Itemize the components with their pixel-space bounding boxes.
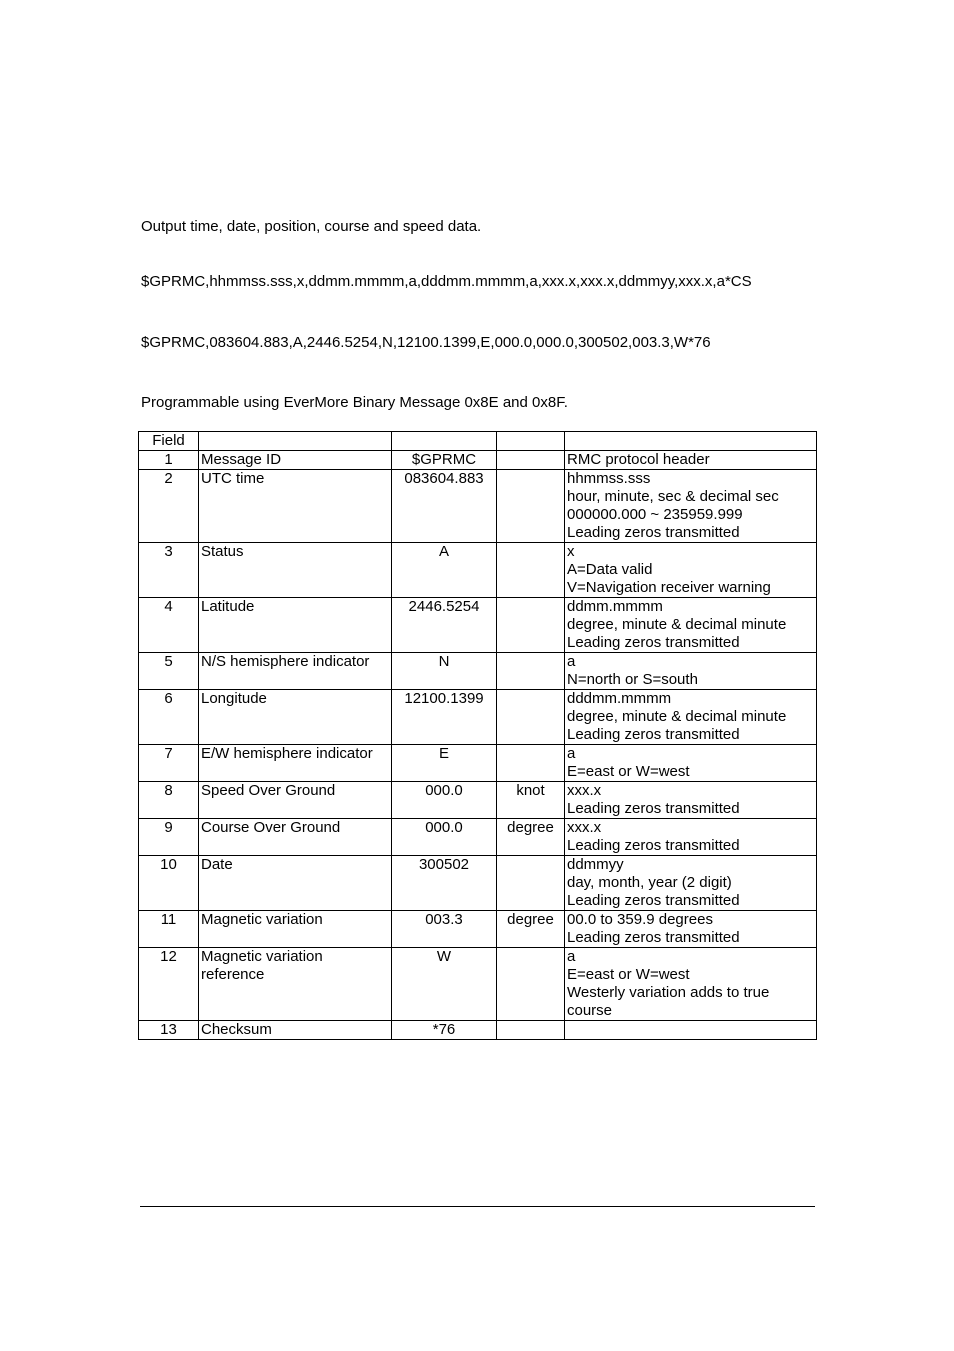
field-description-cell [565,782,817,819]
field-unit-cell: knot [497,782,565,819]
field-example-cell: 003.3 [392,911,497,948]
message-example: $GPRMC,083604.883,A,2446.5254,N,12100.1399,E,000.0,000.0,300502,003.3,W*76 [141,334,711,351]
field-description-cell [565,543,817,598]
table-row [139,451,817,470]
field-example-cell: 2446.5254 [392,598,497,653]
description-line [567,1021,814,1039]
description-line: a [567,653,576,670]
field-name-cell: Longitude [199,690,392,745]
description-line: E=east or W=west [567,966,690,983]
field-name-cell: Magnetic variation reference [199,948,392,1021]
field-name-cell: E/W hemisphere indicator [199,745,392,782]
description-line: RMC protocol header [567,451,710,468]
field-unit-cell [497,543,565,598]
description-line: Leading zeros transmitted [567,837,740,854]
field-name-cell: Course Over Ground [199,819,392,856]
field-example-cell: 300502 [392,856,497,911]
field-example-cell: 000.0 [392,819,497,856]
header-unit [497,432,565,451]
table-row [139,653,817,690]
description-line: 000000.000 ~ 235959.999 [567,506,743,523]
header-name [199,432,392,451]
field-name-cell: Speed Over Ground [199,782,392,819]
field-unit-cell [497,653,565,690]
description-line: 00.0 to 359.9 degrees [567,911,713,928]
field-unit-cell [497,948,565,1021]
field-name-cell: Latitude [199,598,392,653]
description-line: ddmmyy [567,856,624,873]
description-line: V=Navigation receiver warning [567,579,771,596]
field-unit-cell [497,598,565,653]
table-row [139,543,817,598]
field-description-cell [565,653,817,690]
footer-divider [140,1206,815,1207]
field-number-cell: 12 [139,948,199,1021]
description-line: hhmmss.sss [567,470,651,487]
field-number-cell: 3 [139,543,199,598]
field-unit-cell [497,856,565,911]
table-row [139,690,817,745]
message-config-note: Programmable using EverMore Binary Message 0x8E and 0x8F. [141,394,568,411]
description-line: ddmm.mmmm [567,598,663,615]
description-line: Leading zeros transmitted [567,929,740,946]
field-name-cell: Date [199,856,392,911]
field-number-cell: 10 [139,856,199,911]
message-format: $GPRMC,hhmmss.sss,x,ddmm.mmmm,a,dddmm.mmmm,a,xxx.x,xxx.x,ddmmyy,xxx.x,a*CS [141,273,752,290]
field-example-cell: 000.0 [392,782,497,819]
description-line: degree, minute & decimal minute [567,708,787,725]
description-line: Leading zeros transmitted [567,800,740,817]
table-row [139,782,817,819]
field-example-cell: 12100.1399 [392,690,497,745]
field-example-cell: 083604.883 [392,470,497,543]
description-line: degree, minute & decimal minute [567,616,787,633]
field-description-cell [565,451,817,470]
table-row [139,1021,817,1040]
description-line: hour, minute, sec & decimal sec [567,488,779,505]
field-description-cell [565,948,817,1021]
description-line: day, month, year (2 digit) [567,874,732,891]
field-name-cell: Message ID [199,451,392,470]
field-number-cell: 9 [139,819,199,856]
field-name-cell: Magnetic variation [199,911,392,948]
field-number-cell: 8 [139,782,199,819]
field-example-cell: $GPRMC [392,451,497,470]
field-unit-cell [497,470,565,543]
description-line: Westerly variation adds to true course [567,984,770,1019]
field-number-cell: 13 [139,1021,199,1040]
description-line: A=Data valid [567,561,653,578]
field-unit-cell [497,451,565,470]
field-name-cell: Checksum [199,1021,392,1040]
table-body [139,451,817,1040]
field-unit-cell: degree [497,911,565,948]
header-example [392,432,497,451]
table-row [139,470,817,543]
field-example-cell: A [392,543,497,598]
description-line: xxx.x [567,782,602,799]
header-description [565,432,817,451]
table-row [139,948,817,1021]
field-description-cell [565,856,817,911]
field-description-cell [565,690,817,745]
field-description-cell [565,470,817,543]
field-number-cell: 11 [139,911,199,948]
description-line: Leading zeros transmitted [567,892,740,909]
field-example-cell: *76 [392,1021,497,1040]
description-line: Leading zeros transmitted [567,524,740,541]
field-unit-cell [497,745,565,782]
field-name-cell: N/S hemisphere indicator [199,653,392,690]
header-field: Field [139,432,199,451]
field-example-cell: W [392,948,497,1021]
field-description-cell [565,1021,817,1040]
description-line: dddmm.mmmm [567,690,672,707]
table-row [139,745,817,782]
field-unit-cell: degree [497,819,565,856]
field-unit-cell [497,690,565,745]
table-row [139,911,817,948]
field-example-cell: N [392,653,497,690]
table-row [139,819,817,856]
field-example-cell: E [392,745,497,782]
description-line: a [567,948,576,965]
field-name-cell: Status [199,543,392,598]
field-number-cell: 5 [139,653,199,690]
field-number-cell: 2 [139,470,199,543]
field-number-cell: 4 [139,598,199,653]
field-number-cell: 6 [139,690,199,745]
field-unit-cell [497,1021,565,1040]
field-number-cell: 7 [139,745,199,782]
table-row [139,598,817,653]
description-line: Leading zeros transmitted [567,634,740,651]
field-description-cell [565,745,817,782]
description-line: Leading zeros transmitted [567,726,740,743]
table-header-row [139,432,817,451]
description-line: E=east or W=west [567,763,690,780]
field-description-cell [565,911,817,948]
description-line: xxx.x [567,819,602,836]
message-description: Output time, date, position, course and speed data. [141,218,482,235]
field-number-cell: 1 [139,451,199,470]
field-description-cell [565,598,817,653]
description-line: a [567,745,576,762]
description-line: N=north or S=south [567,671,698,688]
table-row [139,856,817,911]
field-table [138,431,817,1040]
field-name-cell: UTC time [199,470,392,543]
field-description-cell [565,819,817,856]
description-line: x [567,543,575,560]
